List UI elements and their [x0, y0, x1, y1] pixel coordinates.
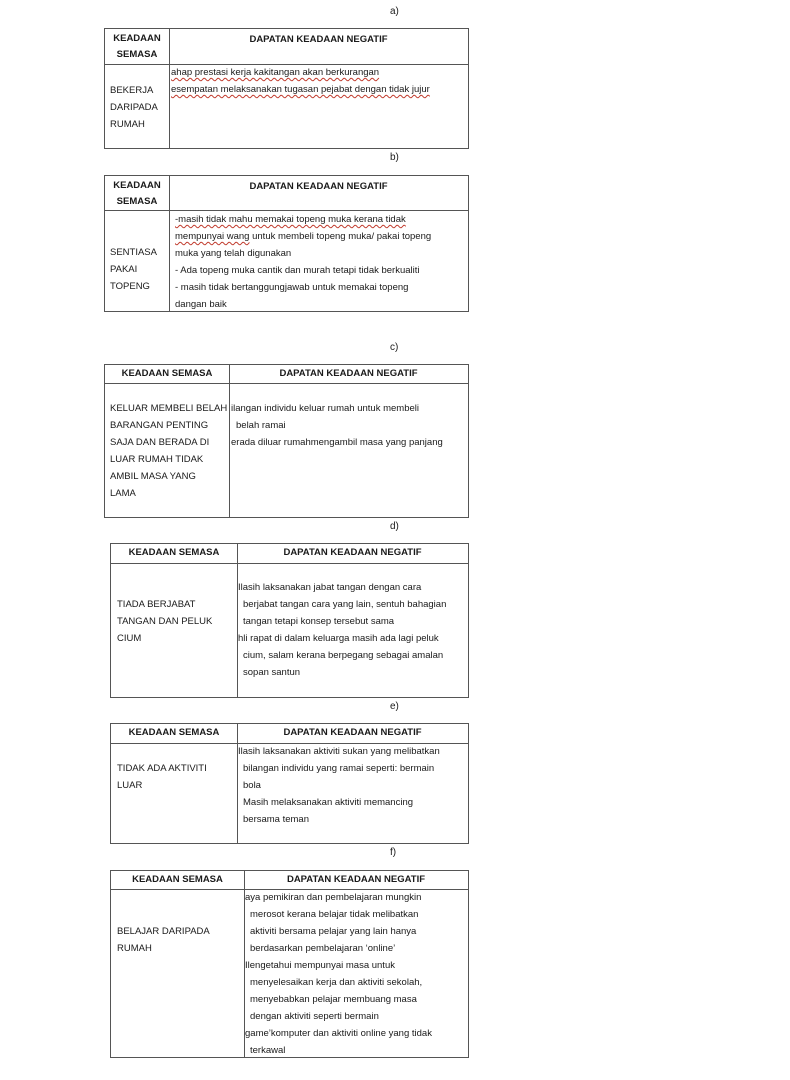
table-b-header-left: KEADAAN SEMASA — [113, 180, 161, 207]
table-a-header-right: DAPATAN KEADAAN NEGATIF — [249, 34, 388, 45]
table-e-header-left: KEADAAN SEMASA — [128, 727, 220, 738]
table-c-header-left: KEADAAN SEMASA — [121, 368, 213, 379]
table-d-left-cell: TIADA BERJABAT TANGAN DAN PELUK CIUM — [117, 599, 213, 644]
table-e-label: e) — [390, 701, 399, 712]
table-a-right-cell: ahap prestasi kerja kakitangan akan berkurangan esempatan melaksanakan tugasan pejabat dengan tidak jujur — [171, 67, 430, 95]
table-e-left-cell: TIDAK ADA AKTIVITI LUAR — [117, 763, 207, 791]
table-b-right-cell: -masih tidak mahu memakai topeng muka kerana tidak mempunyai wang untuk membeli topeng muka/ pakai topeng muka yang telah digunakan - Ada topeng muka cantik dan murah tetapi tidak berkualiti - masih tidak bertanggungjawab untuk memakai topeng dangan baik — [175, 214, 432, 310]
table-f — [110, 870, 469, 1058]
table-f-header-left: KEADAAN SEMASA — [132, 874, 223, 885]
table-c — [104, 364, 469, 518]
table-b-label: b) — [390, 152, 399, 163]
table-b-header-right: DAPATAN KEADAAN NEGATIF — [249, 181, 388, 192]
table-f-header-right: DAPATAN KEADAAN NEGATIF — [286, 874, 426, 885]
table-e — [110, 723, 469, 844]
table-b — [104, 175, 469, 312]
table-f-label: f) — [390, 847, 397, 858]
table-e-right-cell: Ilasih laksanakan aktiviti sukan yang melibatkan bilangan individu yang ramai seperti: bermain bola Masih melaksanakan aktiviti memancing bersama teman — [238, 746, 440, 825]
table-f-right-cell: aya pemikiran dan pembelajaran mungkin merosot kerana belajar tidak melibatkan aktiviti bersama pelajar yang lain hanya berdasarkan pembelajaran ‘online’ Ilengetahui mempunyai masa untuk menyelesaikan kerja dan aktiviti sekolah, menyebabkan pelajar membuang masa dengan aktiviti seperti bermain game’komputer dan aktiviti online yang tidak terkawal — [245, 892, 432, 1056]
table-a-header-left: KEADAAN SEMASA — [113, 33, 161, 60]
table-d-header-left: KEADAAN SEMASA — [128, 547, 220, 558]
table-c-right-cell: ilangan individu keluar rumah untuk membeli belah ramai erada diluar rumahmengambil masa yang panjang — [231, 403, 443, 448]
table-e-header-right: DAPATAN KEADAAN NEGATIF — [283, 727, 422, 738]
table-d-label: d) — [390, 521, 399, 532]
table-a — [104, 28, 469, 149]
table-c-left-cell: KELUAR MEMBELI BELAH BARANGAN PENTING SAJA DAN BERADA DI LUAR RUMAH TIDAK AMBIL MASA YANG LAMA — [110, 403, 228, 499]
table-d-right-cell: Ilasih laksanakan jabat tangan dengan cara berjabat tangan cara yang lain, sentuh bahagian tangan tetapi konsep tersebut sama hli rapat di dalam keluarga masih ada lagi peluk cium, salam kerana berpegang sebagai amalan sopan santun — [238, 582, 447, 678]
table-d — [110, 543, 469, 698]
table-c-header-right: DAPATAN KEADAAN NEGATIF — [279, 368, 418, 379]
table-f-left-cell: BELAJAR DARIPADA RUMAH — [117, 926, 210, 954]
table-a-left-cell: BEKERJA DARIPADA RUMAH — [110, 85, 158, 130]
table-c-label: c) — [390, 342, 399, 353]
table-a-label: a) — [390, 6, 399, 17]
table-b-left-cell: SENTIASA PAKAI TOPENG — [110, 247, 157, 292]
table-d-header-right: DAPATAN KEADAAN NEGATIF — [283, 547, 422, 558]
